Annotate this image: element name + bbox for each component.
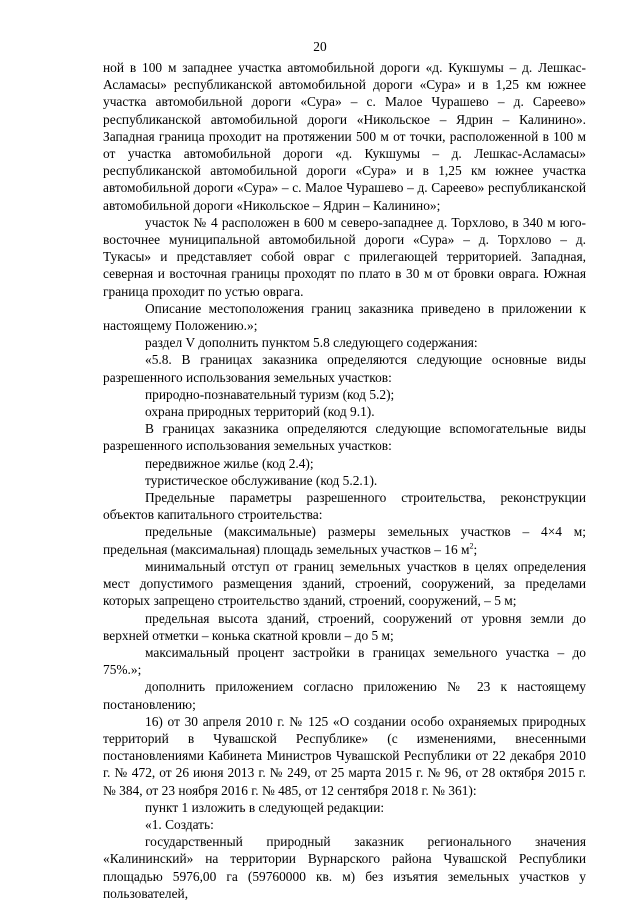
paragraph-auxiliary-uses: В границах заказника определяются следующие вспомогательные виды разрешенного использования земельных участков:	[103, 421, 586, 454]
paragraph-mobile-housing: передвижное жилье (код 2.4);	[145, 455, 314, 471]
document-body	[103, 59, 586, 902]
paragraph-item-16: 16) от 30 апреля 2010 г. № 125 «О создании особо охраняемых природных территорий в Чувашской Республике» (с изменениями, внесенными постановлениями Кабинета Министров Чувашской Республики от 22 декабря 2010 г. № 472, от 26 июня 2013 г. № 249, от 25 марта 2015 г. № 96, от 28 октября 2015 г. № 384, от 23 ноября 2016 г. № 485, от 12 сентября 2018 г. № 361):	[103, 713, 586, 798]
paragraph-boundary-description: Описание местоположения границ заказника приведено в приложении к настоящему Положению.»;	[103, 300, 586, 334]
paragraph-appendix: дополнить приложением согласно приложению № 23 к настоящему постановлению;	[103, 679, 586, 712]
paragraph-plot-size	[103, 523, 586, 557]
page-number: 20	[313, 39, 327, 54]
plot-size-text: предельные (максимальные) размеры земельных участков – 4×4 м; предельная (максимальная) площадь земельных участков – 16 м	[103, 524, 586, 557]
paragraph-kalininsky: государственный природный заказник регионального значения «Калининский» на территории Вурнарского района Чувашской Республики площадью 5976,00 га (59760000 кв. м) без изъятия земельных участков у пользователей,	[103, 834, 586, 901]
plot-size-suffix: ;	[473, 541, 478, 557]
paragraph-section-v: раздел V дополнить пунктом 5.8 следующего содержания:	[145, 335, 478, 351]
paragraph-tourist-service: туристическое обслуживание (код 5.2.1).	[145, 472, 378, 488]
square-superscript: 2	[469, 541, 474, 551]
paragraph-limit-parameters: Предельные параметры разрешенного строительства, реконструкции объектов капитального строительства:	[103, 490, 586, 523]
paragraph-5-8: «5.8. В границах заказника определяются следующие основные виды разрешенного использования земельных участков:	[103, 352, 586, 385]
paragraph-max-height: предельная высота зданий, строений, сооружений от уровня земли до верхней отметки – конька скатной кровли – до 5 м;	[103, 610, 586, 643]
paragraph-point-1: пункт 1 изложить в следующей редакции:	[145, 799, 385, 815]
paragraph-max-coverage: максимальный процент застройки в границах земельного участка – до 75%.»;	[103, 644, 586, 678]
paragraph-create: «1. Создать:	[145, 816, 214, 832]
paragraph-min-setback: минимальный отступ от границ земельных участков в целях определения мест допустимого размещения зданий, строений, сооружений, за пределами которых запрещено строительство зданий, строений, сооружений, – 5 м;	[103, 558, 586, 609]
paragraph-site-4: участок № 4 расположен в 600 м северо-западнее д. Торхлово, в 340 м юго-восточнее муниципальной автомобильной дороги «Сура» – д. Торхлово – д. Тукасы» и представляет собой овраг с прилегающей территорией. Западная, северная и восточная границы проходят по плато в 30 м от бровки оврага. Южная граница проходит по устью оврага.	[103, 214, 586, 299]
paragraph-protection: охрана природных территорий (код 9.1).	[145, 404, 375, 420]
paragraph-tourism: природно-познавательный туризм (код 5.2);	[145, 386, 395, 402]
paragraph-continuation: ной в 100 м западнее участка автомобильной дороги «д. Кукшумы – д. Лешкас-Асламасы» республиканской автомобильной дороги «Сура» и в 1,25 км южнее участка автомобильной дороги «Сура» – с. Малое Чурашево – д. Сареево» республиканской автомобильной дороги «Никольское – Ядрин – Калинино». Западная граница проходит на протяжении 500 м от точки, расположенной в 100 м от участка автомобильной дороги «д. Кукшумы – д. Лешкас-Асламасы» республиканской автомобильной дороги «Сура» и в 1,25 км южнее участка автомобильной дороги «Сура» – с. Малое Чурашево – д. Сареево» республиканской автомобильной дороги «Никольское – Ядрин – Калинино»;	[103, 60, 586, 213]
